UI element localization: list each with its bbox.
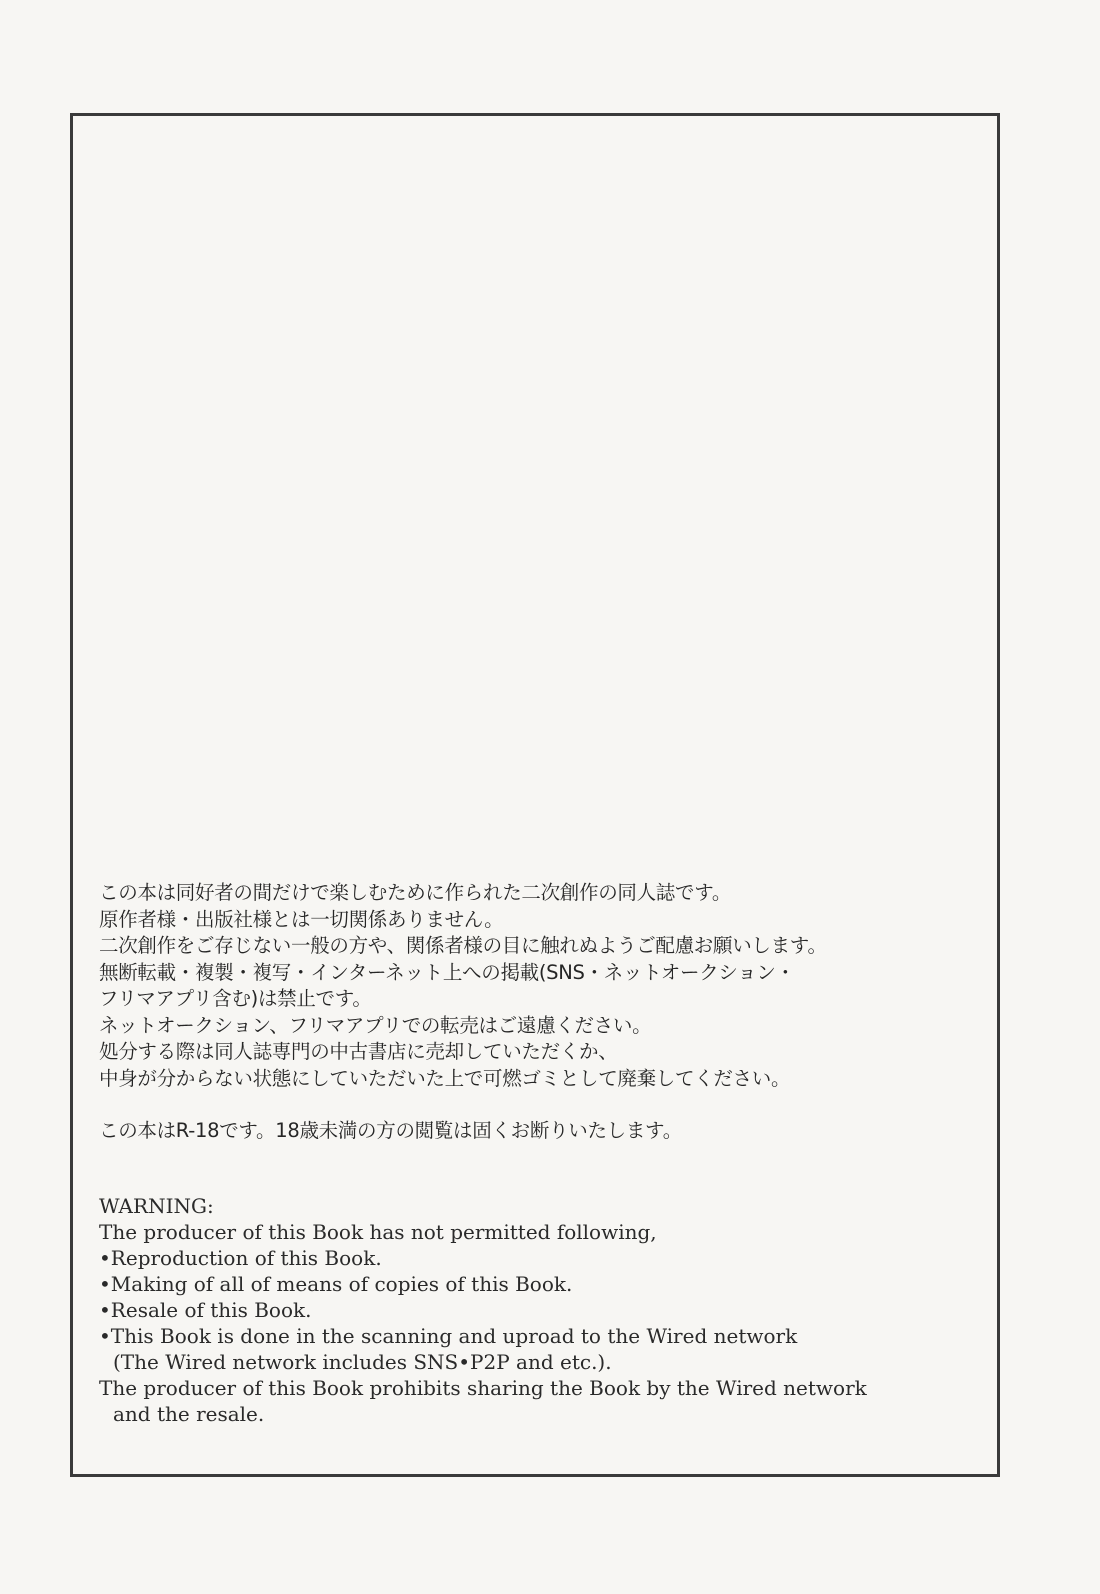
spacer: [99, 1145, 979, 1193]
warning-intro: The producer of this Book has not permitted following,: [99, 1219, 657, 1244]
warning-closing-line-1: The producer of this Book prohibits sharing the Book by the Wired network: [99, 1375, 867, 1400]
warning-item-4: •This Book is done in the scanning and uproad to the Wired network: [99, 1323, 798, 1348]
notice-jp-line-2: 原作者様・出版社様とは一切関係ありません。: [99, 907, 504, 931]
warning-item-3: •Resale of this Book.: [99, 1297, 312, 1322]
notice-jp-line-6: ネットオークション、フリマアプリでの転売はご遠慮ください。: [99, 1013, 652, 1037]
warning-closing-line-2: and the resale.: [113, 1401, 265, 1426]
notice-block: [99, 880, 979, 1427]
notice-jp-line-5: フリマアプリ含む)は禁止です。: [99, 987, 372, 1010]
spacer: [99, 1092, 979, 1118]
warning-heading: WARNING:: [99, 1193, 214, 1218]
warning-item-2: •Making of all of means of copies of this Book.: [99, 1271, 573, 1296]
age-restriction-notice: この本はR-18です。18歳未満の方の閲覧は固くお断りいたします。: [99, 1119, 682, 1142]
notice-jp-line-1: この本は同好者の間だけで楽しむために作られた二次創作の同人誌です。: [99, 881, 732, 904]
warning-item-4-continuation: (The Wired network includes SNS•P2P and etc.).: [113, 1349, 612, 1374]
warning-item-1: •Reproduction of this Book.: [99, 1245, 382, 1270]
notice-jp-line-7: 処分する際は同人誌専門の中古書店に売却していただくか、: [99, 1040, 618, 1063]
notice-jp-line-3: 二次創作をご存じない一般の方や、関係者様の目に触れぬようご配慮お願いします。: [99, 934, 827, 957]
notice-jp-line-4: 無断転載・複製・複写・インターネット上への掲載(SNS・ネットオークション・: [99, 960, 795, 984]
notice-jp-line-8: 中身が分からない状態にしていただいた上で可燃ゴミとして廃棄してください。: [99, 1066, 791, 1090]
